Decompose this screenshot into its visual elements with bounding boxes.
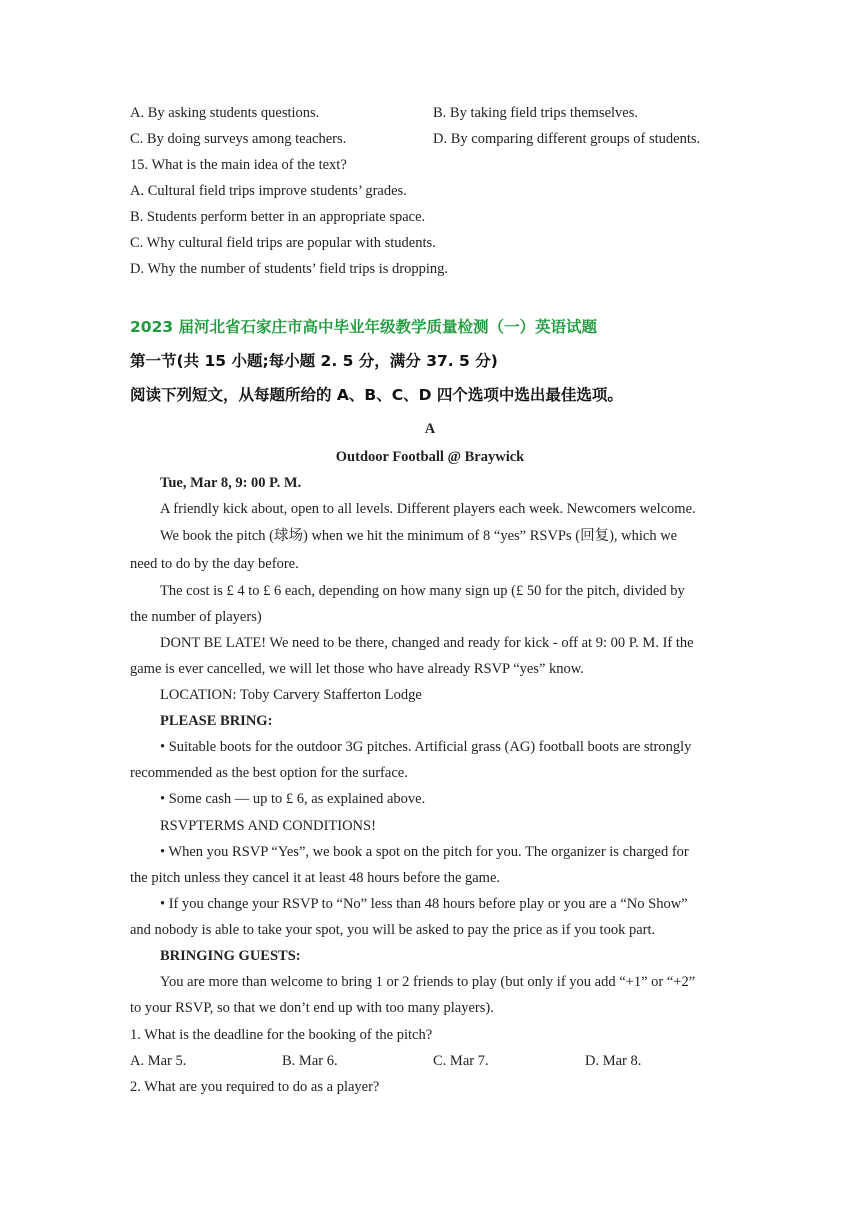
terms-heading: RSVPTERMS AND CONDITIONS! [160,818,376,834]
terms-item-2a: • If you change your RSVP to “No” less than 48 hours before play or you are a “No Show” [160,896,688,912]
event-date: Tue, Mar 8, 9: 00 P. M. [160,475,302,491]
passage-p3a: The cost is £ 4 to £ 6 each, depending on how many sign up (£ 50 for the pitch, divided by [160,583,685,599]
exam-title: 2023 届河北省石家庄市高中毕业年级教学质量检测（一）英语试题 [130,318,598,336]
q1-option-d: D. Mar 8. [585,1053,642,1069]
section-instruction: 阅读下列短文，从每题所给的 A、B、C、D 四个选项中选出最佳选项。 [130,386,623,404]
q15-option-b: B. Students perform better in an appropriate space. [130,209,426,225]
passage-p2b: need to do by the day before. [130,556,299,572]
q15-option-c: C. Why cultural field trips are popular with students. [130,235,436,251]
passage-p3b: the number of players) [130,609,262,625]
terms-item-1b: the pitch unless they cancel it at least 48 hours before the game. [130,870,501,886]
passage-p2a: We book the pitch (球场) when we hit the minimum of 8 “yes” RSVPs (回复), which we [160,528,678,544]
bring-item-2: • Some cash — up to £ 6, as explained above. [160,791,426,807]
q1-option-c: C. Mar 7. [433,1053,489,1069]
guests-text-b: to your RSVP, so that we don’t end up with too many players). [130,1000,494,1016]
q15-option-a: A. Cultural field trips improve students’ grades. [130,183,407,199]
q14-option-d: D. By comparing different groups of students. [433,131,701,147]
passage-p1: A friendly kick about, open to all levels. Different players each week. Newcomers welcome. [160,501,696,517]
event-location: LOCATION: Toby Carvery Stafferton Lodge [160,687,422,703]
terms-item-2b: and nobody is able to take your spot, you will be asked to pay the price as if you took part. [130,922,656,938]
bring-item-1b: recommended as the best option for the surface. [130,765,408,781]
terms-item-1a: • When you RSVP “Yes”, we book a spot on the pitch for you. The organizer is charged for [160,844,689,860]
passage-p4b: game is ever cancelled, we will let those who have already RSVP “yes” know. [130,661,584,677]
q2-stem: 2. What are you required to do as a player? [130,1079,380,1095]
q1-stem: 1. What is the deadline for the booking of the pitch? [130,1027,433,1043]
q1-option-b: B. Mar 6. [282,1053,338,1069]
guests-text-a: You are more than welcome to bring 1 or 2 friends to play (but only if you add “+1” or “+2” [160,974,696,990]
q14-option-b: B. By taking field trips themselves. [433,105,638,121]
bring-heading: PLEASE BRING: [160,713,273,729]
q15-option-d: D. Why the number of students’ field trips is dropping. [130,261,449,277]
guests-heading: BRINGING GUESTS: [160,948,301,964]
q14-option-a: A. By asking students questions. [130,105,320,121]
bring-item-1a: • Suitable boots for the outdoor 3G pitches. Artificial grass (AG) football boots are strongly [160,739,692,755]
passage-letter: A [424,421,436,437]
passage-title: Outdoor Football @ Braywick [335,449,525,465]
q14-option-c: C. By doing surveys among teachers. [130,131,347,147]
section-part: 第一节(共 15 小题;每小题 2. 5 分，满分 37. 5 分) [130,352,498,370]
q15-stem: 15. What is the main idea of the text? [130,157,347,173]
q1-option-a: A. Mar 5. [130,1053,187,1069]
passage-p4a: DONT BE LATE! We need to be there, changed and ready for kick - off at 9: 00 P. M. If the [160,635,694,651]
